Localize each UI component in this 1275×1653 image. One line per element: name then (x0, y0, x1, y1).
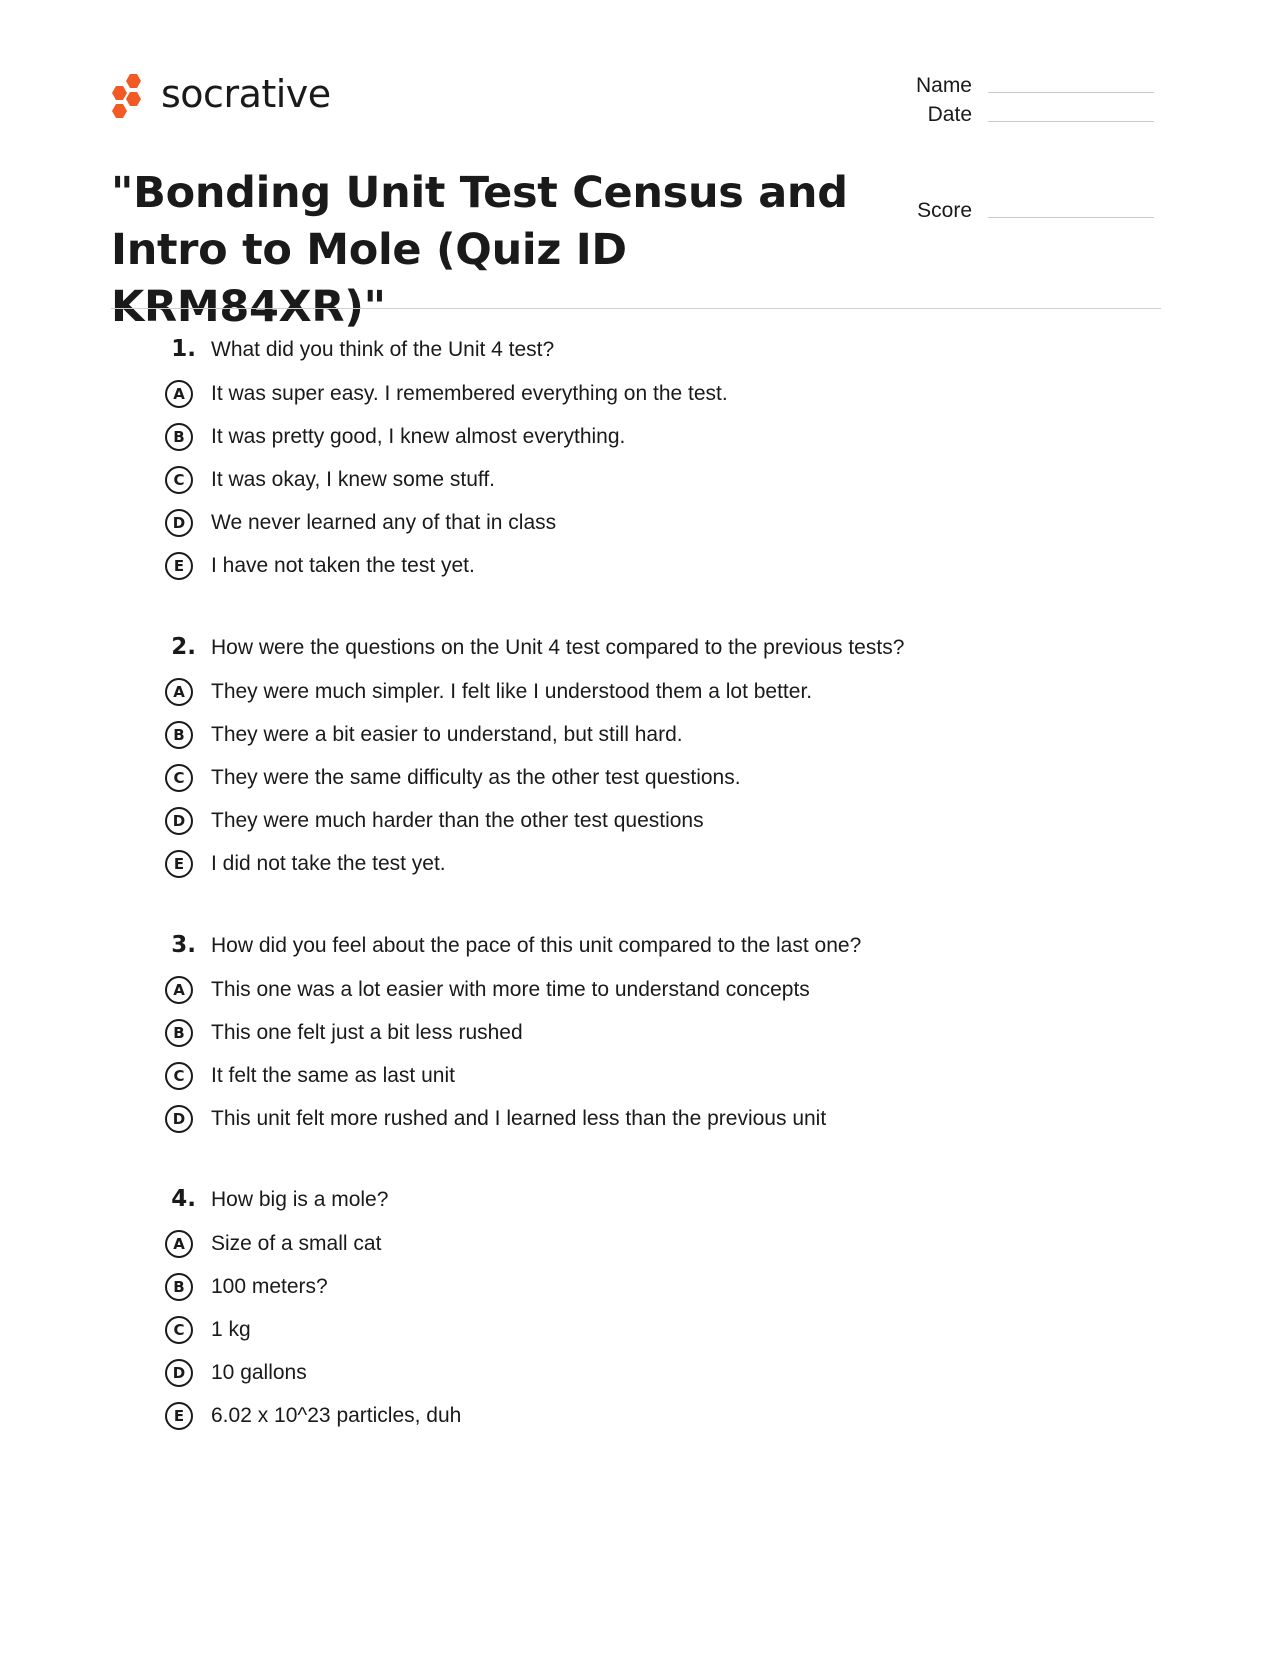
answer-option-c[interactable] (160, 1308, 1160, 1351)
option-text: It was super easy. I remembered everything on the test. (211, 381, 728, 405)
option-letter-badge[interactable]: A (165, 678, 193, 706)
option-letter-badge[interactable]: B (165, 721, 193, 749)
option-letter-badge[interactable]: D (165, 807, 193, 835)
option-letter-badge[interactable]: B (165, 423, 193, 451)
option-letter-badge[interactable]: A (165, 976, 193, 1004)
answer-option-e[interactable] (160, 1394, 1160, 1437)
header-divider (111, 308, 1161, 309)
option-text: They were a bit easier to understand, but still hard. (211, 722, 683, 746)
name-field[interactable] (852, 74, 1154, 98)
date-label: Date (927, 103, 972, 126)
question-number: 4. (171, 1186, 196, 1212)
option-text: This one was a lot easier with more time to understand concepts (211, 977, 810, 1001)
answer-option-e[interactable] (160, 544, 1160, 587)
answer-option-a[interactable] (160, 670, 1160, 713)
answer-option-b[interactable] (160, 415, 1160, 458)
option-letter-badge[interactable]: D (165, 1359, 193, 1387)
answer-option-e[interactable] (160, 842, 1160, 885)
question-4 (160, 1186, 1160, 1437)
option-letter-badge[interactable]: D (165, 509, 193, 537)
question-3 (160, 932, 1160, 1140)
option-text: I did not take the test yet. (211, 851, 446, 875)
option-text: It was pretty good, I knew almost everything. (211, 424, 626, 448)
option-text: 1 kg (211, 1317, 251, 1341)
option-text: It was okay, I knew some stuff. (211, 467, 496, 491)
score-line[interactable] (988, 216, 1154, 218)
option-text: They were much simpler. I felt like I understood them a lot better. (211, 679, 813, 703)
question-text: How did you feel about the pace of this unit compared to the last one? (211, 934, 862, 957)
answer-option-b[interactable] (160, 713, 1160, 756)
option-text: 10 gallons (211, 1360, 307, 1384)
question-number: 2. (171, 634, 196, 660)
answer-option-d[interactable] (160, 501, 1160, 544)
question-header (160, 1186, 1160, 1222)
question-number: 1. (171, 336, 196, 362)
answer-option-c[interactable] (160, 756, 1160, 799)
option-text: I have not taken the test yet. (211, 553, 475, 577)
answer-option-a[interactable] (160, 968, 1160, 1011)
date-field[interactable] (852, 103, 1154, 127)
option-text: 6.02 x 10^23 particles, duh (211, 1403, 462, 1427)
option-letter-badge[interactable]: D (165, 1105, 193, 1133)
option-letter-badge[interactable]: E (165, 1402, 193, 1430)
option-text: Size of a small cat (211, 1231, 382, 1255)
question-text: How big is a mole? (211, 1188, 389, 1211)
option-text: They were the same difficulty as the other test questions. (211, 765, 741, 789)
answer-option-a[interactable] (160, 1222, 1160, 1265)
question-text: How were the questions on the Unit 4 test compared to the previous tests? (211, 636, 905, 659)
option-letter-badge[interactable]: C (165, 466, 193, 494)
option-text: This one felt just a bit less rushed (211, 1020, 523, 1044)
question-1 (160, 336, 1160, 587)
answer-option-d[interactable] (160, 1097, 1160, 1140)
option-letter-badge[interactable]: E (165, 850, 193, 878)
name-line[interactable] (988, 91, 1154, 93)
option-letter-badge[interactable]: B (165, 1019, 193, 1047)
option-text: 100 meters? (211, 1274, 328, 1298)
option-letter-badge[interactable]: B (165, 1273, 193, 1301)
question-header (160, 336, 1160, 372)
option-letter-badge[interactable]: C (165, 1062, 193, 1090)
answer-option-c[interactable] (160, 1054, 1160, 1097)
brand-name: socrative (161, 72, 331, 116)
question-header (160, 634, 1160, 670)
score-label: Score (917, 199, 972, 222)
answer-option-b[interactable] (160, 1265, 1160, 1308)
option-letter-badge[interactable]: C (165, 1316, 193, 1344)
answer-option-d[interactable] (160, 799, 1160, 842)
hexagon-cluster-icon (111, 72, 147, 120)
option-letter-badge[interactable]: A (165, 380, 193, 408)
question-2 (160, 634, 1160, 885)
brand-logo (111, 72, 331, 120)
name-label: Name (915, 74, 972, 97)
quiz-title: "Bonding Unit Test Census and Intro to Mole (Quiz ID KRM84XR)" (111, 168, 848, 332)
answer-option-a[interactable] (160, 372, 1160, 415)
option-text: They were much harder than the other test questions (211, 808, 704, 832)
question-header (160, 932, 1160, 968)
option-letter-badge[interactable]: A (165, 1230, 193, 1258)
question-number: 3. (171, 932, 196, 958)
option-letter-badge[interactable]: C (165, 764, 193, 792)
question-text: What did you think of the Unit 4 test? (211, 338, 555, 361)
option-letter-badge[interactable]: E (165, 552, 193, 580)
date-line[interactable] (988, 120, 1154, 122)
answer-option-d[interactable] (160, 1351, 1160, 1394)
answer-option-c[interactable] (160, 458, 1160, 501)
option-text: We never learned any of that in class (211, 510, 557, 534)
option-text: This unit felt more rushed and I learned less than the previous unit (211, 1106, 827, 1130)
option-text: It felt the same as last unit (211, 1063, 455, 1087)
answer-option-b[interactable] (160, 1011, 1160, 1054)
